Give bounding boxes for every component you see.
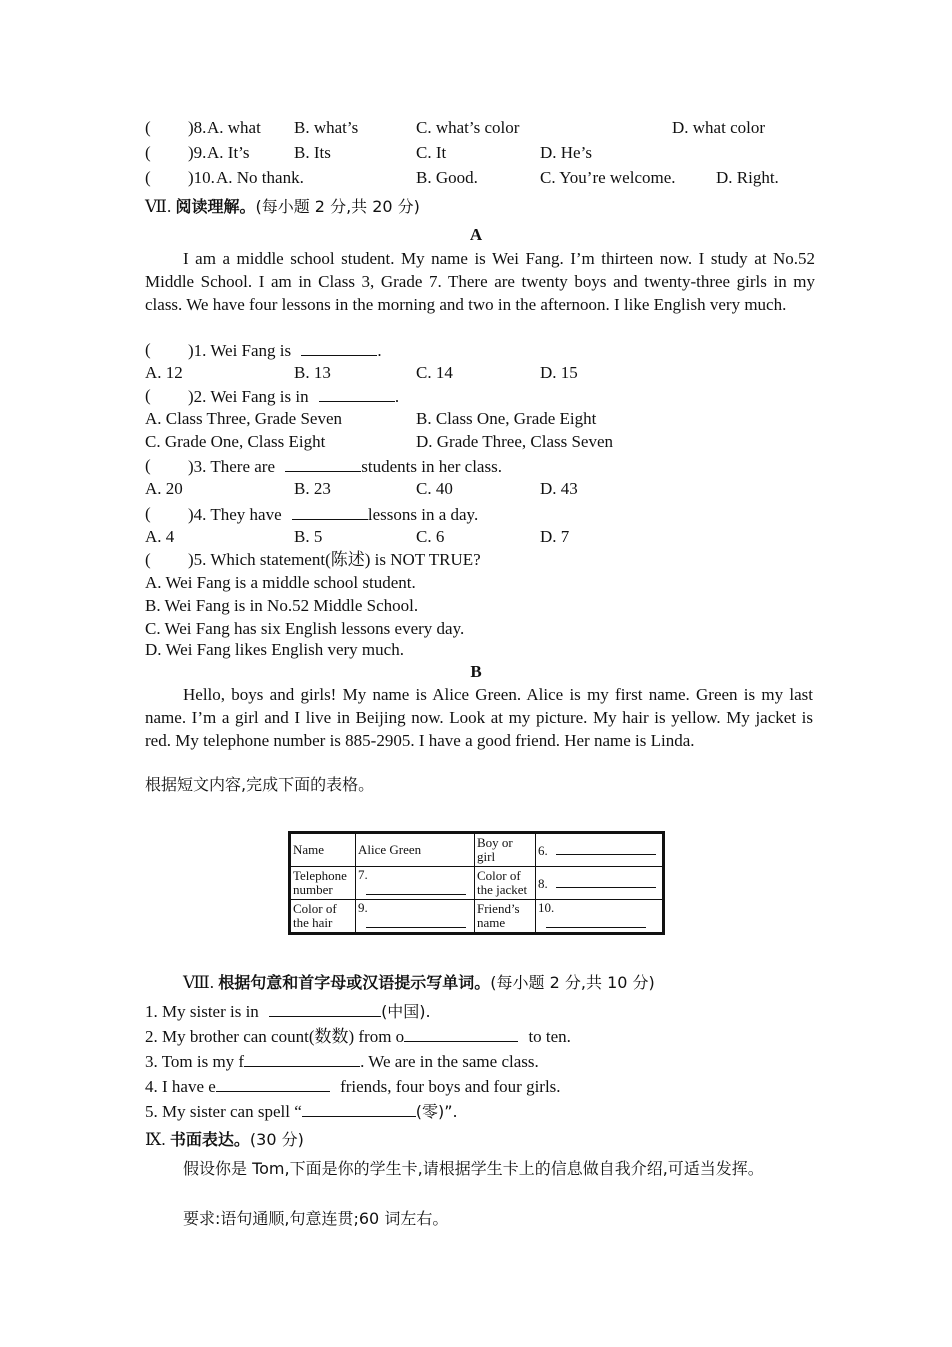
info-table — [288, 831, 665, 935]
q8-option-a: A. what — [207, 118, 261, 137]
vocab-item-4-blank[interactable] — [216, 1075, 330, 1092]
passage-b: Hello, boys and girls! My name is Alice Green. Alice is my first name. Green is my last name. I’m a girl and I live in Beijing now. Look at my picture. My hair is yellow. My jacket is red. My telephone number is 885-2905. I have a good friend. Her name is Linda. — [145, 685, 813, 750]
section7-number: Ⅶ. — [145, 197, 172, 216]
reading-q4-pre: )4. They have — [188, 505, 282, 524]
q9-option-b: B. Its — [294, 143, 331, 162]
vocab-item-4 — [145, 1075, 561, 1098]
reading-q1-option-a: A. 12 — [145, 363, 183, 382]
table-blank-7-number: 7. — [358, 867, 368, 882]
reading-q3-option-d: D. 43 — [540, 479, 578, 498]
table-blank-6-number: 6. — [538, 843, 548, 858]
q9-number: )9. — [188, 143, 207, 162]
reading-q1-option-d: D. 15 — [540, 363, 578, 382]
reading-q4-option-b: B. 5 — [294, 527, 323, 546]
q9-option-a: A. It’s — [207, 143, 250, 162]
q9-option-c: C. It — [416, 143, 447, 162]
vocab-item-5-pre: 5. My sister can spell “ — [145, 1102, 302, 1121]
writing-prompt: 假设你是 Tom,下面是你的学生卡,请根据学生卡上的信息做自我介绍,可适当发挥。 — [183, 1159, 764, 1178]
vocab-item-5-post: (零)”. — [415, 1102, 458, 1121]
reading-q2-option-a: A. Class Three, Grade Seven — [145, 409, 343, 428]
reading-q2-pre: )2. Wei Fang is in — [188, 387, 309, 406]
vocab-item-5 — [145, 1100, 458, 1123]
table-blank-8[interactable] — [556, 875, 656, 888]
q10-option-d: D. Right. — [716, 168, 779, 187]
table-cell-6[interactable] — [536, 833, 664, 867]
q9-option-d: D. He’s — [540, 143, 592, 162]
writing-requirements: 要求:语句通顺,句意连贯;60 词左右。 — [183, 1209, 449, 1228]
reading-q1-option-b: B. 13 — [294, 363, 331, 382]
passage-b-label: B — [470, 662, 482, 681]
reading-q1-blank[interactable] — [301, 339, 377, 356]
q10-option-a: A. No thank. — [216, 168, 304, 187]
q10-paren: ( — [145, 168, 151, 187]
table-blank-9-number: 9. — [358, 900, 368, 915]
reading-q2-stem — [188, 385, 399, 408]
vocab-item-5-blank[interactable] — [302, 1100, 416, 1117]
q8-option-b: B. what’s — [294, 118, 359, 137]
reading-q4-option-c: C. 6 — [416, 527, 445, 546]
table-blank-6[interactable] — [556, 842, 656, 855]
reading-q5-option-b: B. Wei Fang is in No.52 Middle School. — [145, 596, 419, 615]
table-cell-9[interactable] — [356, 900, 475, 934]
table-cell-10[interactable] — [536, 900, 664, 934]
section7-heading — [145, 196, 420, 218]
vocab-item-4-pre: 4. I have e — [145, 1077, 216, 1096]
reading-q1-option-c: C. 14 — [416, 363, 453, 382]
vocab-item-2-blank[interactable] — [404, 1025, 518, 1042]
reading-q5-stem: )5. Which statement(陈述) is NOT TRUE? — [188, 550, 481, 569]
table-key-name: Name — [290, 833, 356, 867]
table-blank-9[interactable] — [366, 915, 466, 928]
reading-q2-paren: ( — [145, 386, 151, 405]
table-key-hair-color: Color of the hair — [290, 900, 356, 934]
table-row — [290, 833, 664, 867]
reading-q3-paren: ( — [145, 456, 151, 475]
reading-q4-paren: ( — [145, 504, 151, 523]
reading-q1-stem — [188, 339, 382, 362]
vocab-item-2-post: to ten. — [528, 1027, 571, 1046]
reading-q4-option-d: D. 7 — [540, 527, 570, 546]
reading-q2-option-b: B. Class One, Grade Eight — [416, 409, 597, 428]
reading-q1-paren: ( — [145, 340, 151, 359]
table-key-boy-or-girl: Boy or girl — [475, 833, 536, 867]
q8-number: )8. — [188, 118, 207, 137]
q8-option-d: D. what color — [672, 118, 766, 137]
table-blank-8-number: 8. — [538, 876, 548, 891]
section8-heading — [183, 972, 655, 994]
reading-q2-option-d: D. Grade Three, Class Seven — [416, 432, 614, 451]
vocab-item-1 — [145, 1000, 431, 1023]
section9-title: 书面表达。 — [169, 1130, 250, 1149]
reading-q3-option-b: B. 23 — [294, 479, 331, 498]
vocab-item-1-pre: 1. My sister is in — [145, 1002, 259, 1021]
table-instruction: 根据短文内容,完成下面的表格。 — [145, 775, 375, 794]
q10-number: )10. — [188, 168, 215, 187]
q8-paren: ( — [145, 118, 151, 137]
table-row — [290, 900, 664, 934]
passage-a-label: A — [469, 225, 483, 244]
vocab-item-3-post: . We are in the same class. — [360, 1052, 539, 1071]
reading-q3-blank[interactable] — [285, 455, 361, 472]
section9-number: Ⅸ. — [145, 1130, 166, 1149]
section8-score: (每小题 2 分,共 10 分) — [490, 973, 655, 992]
table-cell-7[interactable] — [356, 867, 475, 900]
reading-q2-option-c: C. Grade One, Class Eight — [145, 432, 326, 451]
vocab-item-3 — [145, 1050, 539, 1073]
table-key-telephone: Telephone number — [290, 867, 356, 900]
table-blank-10-number: 10. — [538, 900, 555, 915]
q10-option-c: C. You’re welcome. — [540, 168, 676, 187]
reading-q3-option-a: A. 20 — [145, 479, 183, 498]
reading-q4-option-a: A. 4 — [145, 527, 175, 546]
reading-q5-option-d: D. Wei Fang likes English very much. — [145, 640, 404, 659]
section9-heading — [145, 1129, 304, 1151]
vocab-item-1-blank[interactable] — [269, 1000, 381, 1017]
table-blank-10[interactable] — [546, 915, 646, 928]
reading-q3-post: students in her class. — [361, 457, 502, 476]
reading-q3-pre: )3. There are — [188, 457, 275, 476]
vocab-item-4-post: friends, four boys and four girls. — [340, 1077, 561, 1096]
vocab-item-3-blank[interactable] — [244, 1050, 360, 1067]
reading-q5-option-a: A. Wei Fang is a middle school student. — [145, 573, 416, 592]
table-row — [290, 867, 664, 900]
table-value-name: Alice Green — [356, 833, 475, 867]
section9-score: (30 分) — [249, 1130, 304, 1149]
reading-q3-option-c: C. 40 — [416, 479, 453, 498]
table-key-jacket-color: Color of the jacket — [475, 867, 536, 900]
table-cell-8[interactable] — [536, 867, 664, 900]
q9-paren: ( — [145, 143, 151, 162]
reading-q2-blank[interactable] — [319, 385, 395, 402]
table-blank-7[interactable] — [366, 882, 466, 895]
section7-title: 阅读理解。 — [175, 197, 256, 216]
reading-q5-option-c: C. Wei Fang has six English lessons every day. — [145, 619, 465, 638]
vocab-item-2-pre: 2. My brother can count(数数) from o — [145, 1027, 405, 1046]
vocab-item-1-post: (中国). — [381, 1002, 431, 1021]
reading-q1-pre: )1. Wei Fang is — [188, 341, 292, 360]
section7-score: (每小题 2 分,共 20 分) — [255, 197, 420, 216]
reading-q4-stem — [188, 503, 478, 526]
section8-number: Ⅷ. — [183, 973, 215, 992]
reading-q2-post: . — [394, 387, 400, 406]
reading-q3-stem — [188, 455, 502, 478]
vocab-item-2 — [145, 1025, 571, 1048]
vocab-item-3-pre: 3. Tom is my f — [145, 1052, 245, 1071]
passage-a: I am a middle school student. My name is Wei Fang. I’m thirteen now. I study at No.52 Middle School. I am in Class 3, Grade 7. There are twenty boys and twenty-three girls in my class. We have four lessons in the morning and two in the afternoon. I like English very much. — [145, 249, 815, 314]
table-key-friend-name: Friend’s name — [475, 900, 536, 934]
section8-title: 根据句意和首字母或汉语提示写单词。 — [218, 973, 491, 992]
q8-option-c: C. what’s color — [416, 118, 520, 137]
q10-option-b: B. Good. — [416, 168, 478, 187]
reading-q4-post: lessons in a day. — [367, 505, 479, 524]
reading-q4-blank[interactable] — [292, 503, 368, 520]
reading-q1-post: . — [377, 341, 382, 360]
reading-q5-paren: ( — [145, 550, 151, 569]
